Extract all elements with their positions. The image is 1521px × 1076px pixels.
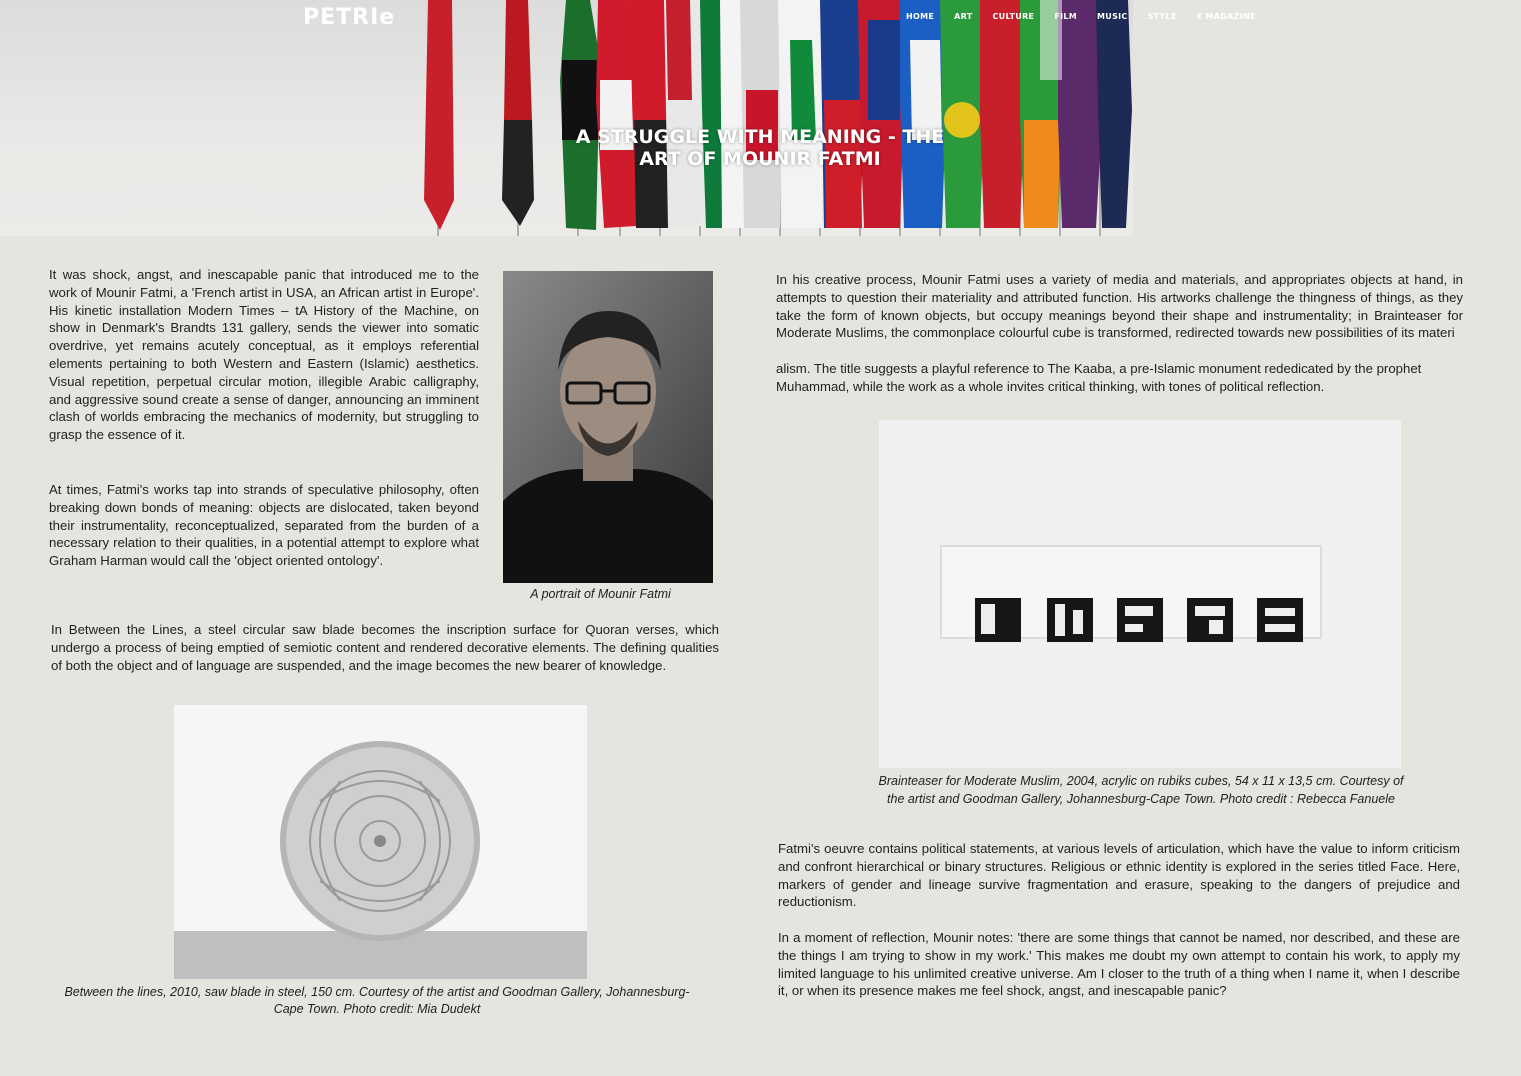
site-logo[interactable]: PETRIe bbox=[303, 5, 396, 30]
saw-caption: Between the lines, 2010, saw blade in steel, 150 cm. Courtesy of the artist and Goodman Gallery, Johannesburg-Cape Town. Photo credit: Mia Dudekt bbox=[64, 985, 690, 1016]
nav-culture[interactable]: CULTURE bbox=[992, 12, 1035, 21]
paragraph-1: It was shock, angst, and inescapable panic that introduced me to the work of Mounir Fatmi, a 'French artist in USA, an African artist in Europe'. His kinetic installation Modern Times – tA History of the Machine, on show in Denmark's Brandts 131 gallery, sends the viewer into somatic overdrive, yet remains acutely conceptual, as it employs referential elements pertaining to both Western and Eastern (Islamic) aesthetics. Visual repetition, perpetual circular motion, illegible Arabic calligraphy, and aggressive sound create a sense of danger, announcing an imminent clash of worlds embracing the mechanics of modernity, but struggling to grasp the essence of it. bbox=[49, 267, 479, 443]
nav-home[interactable]: HOME bbox=[906, 12, 935, 21]
portrait-photo bbox=[503, 271, 713, 583]
rubiks-cubes-photo bbox=[879, 420, 1401, 768]
nav-e-magazine[interactable]: E MAGAZINE bbox=[1196, 12, 1256, 21]
paragraph-5: Fatmi's oeuvre contains political statements, at various levels of articulation, which have the value to inform criticism and confront hierarchical or binary structures. Religious or ethnic identity is explored in the series titled Face. Here, markers of gender and lineage survive fragmentation and erasure, speaking to the dangers of prejudice and reductionism. bbox=[778, 841, 1460, 910]
cube-caption-line-2: the artist and Goodman Gallery, Johannesburg-Cape Town. Photo credit : Rebecca Fanuele bbox=[887, 792, 1395, 806]
paragraph-4: In his creative process, Mounir Fatmi uses a variety of media and materials, and appropriates objects at hand, in attempts to question their materiality and attributed function. His artworks challenge the thingness of things, as they take the form of known objects, but occupy meanings beyond their shape and instrumentality; in Brainteaser for Moderate Muslims, the commonplace colourful cube is transformed, redirected towards new possibilities of its materi bbox=[776, 272, 1463, 341]
main-nav bbox=[906, 12, 1276, 21]
hero-banner bbox=[0, 0, 1521, 236]
cube-caption-line-1: Brainteaser for Moderate Muslim, 2004, acrylic on rubiks cubes, 54 x 11 x 13,5 cm. Courtesy of bbox=[878, 774, 1404, 788]
article-title: A STRUGGLE WITH MEANING - THE ART OF MOUNIR FATMI bbox=[575, 126, 945, 170]
nav-music[interactable]: MUSIC bbox=[1097, 12, 1128, 21]
saw-blade-photo bbox=[174, 705, 587, 979]
paragraph-2: At times, Fatmi's works tap into strands of speculative philosophy, often breaking down bonds of meaning: objects are dislocated, taken beyond their instrumentality, reconceptualized, separated from the burden of a necessary relation to their qualities, in a potential attempt to explore what Graham Harman would call the 'object oriented ontology'. bbox=[49, 482, 479, 569]
paragraph-3: In Between the Lines, a steel circular saw blade becomes the inscription surface for Quoran verses, which undergo a process of being emptied of semiotic content and rendered decorative elements. The defining qualities of both the object and of language are suspended, and the image becomes the new bearer of knowledge. bbox=[51, 622, 719, 673]
nav-film[interactable]: FILM bbox=[1054, 12, 1078, 21]
nav-style[interactable]: STYLE bbox=[1147, 12, 1177, 21]
hero-right-fill bbox=[1133, 0, 1521, 236]
nav-art[interactable]: ART bbox=[954, 12, 973, 21]
paragraph-4-continued: alism. The title suggests a playful reference to The Kaaba, a pre-Islamic monument rededicated by the prophet Muhammad, while the work as a whole invites critical thinking, with tones of political reflection. bbox=[776, 361, 1422, 394]
portrait-caption: A portrait of Mounir Fatmi bbox=[530, 587, 671, 601]
paragraph-6: In a moment of reflection, Mounir notes: 'there are some things that cannot be named, nor described, and these are the things I am trying to show in my work.' This makes me doubt my own attempt to contain his work, to apply my limited language to his unlimited creative universe. Am I closer to the truth of a thing when I name it, when I describe it, or when its presence makes me feel shock, angst, and inescapable panic? bbox=[778, 930, 1460, 999]
